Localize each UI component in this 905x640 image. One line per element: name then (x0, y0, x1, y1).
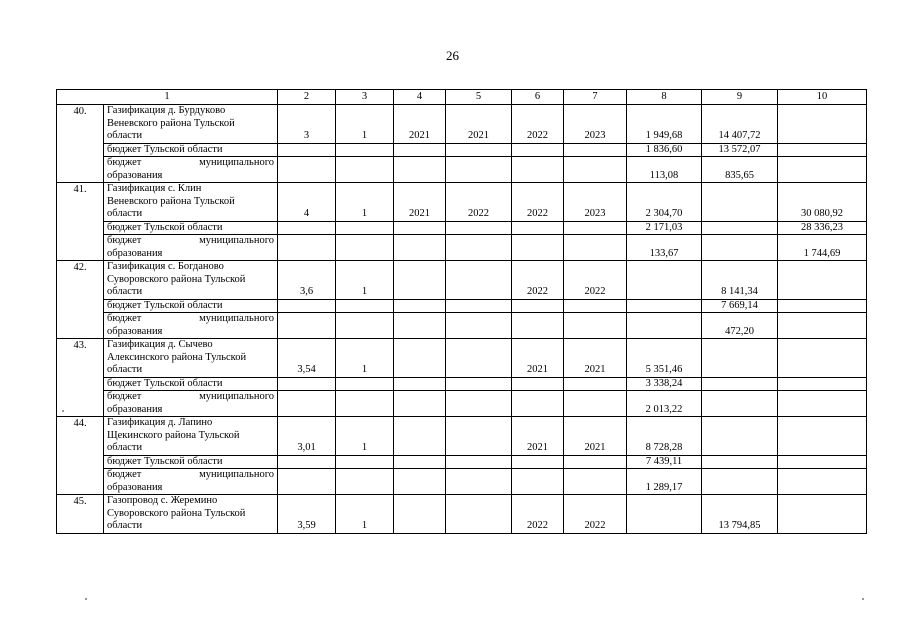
table-cell: 2021 (512, 339, 564, 378)
amount-cell (627, 495, 702, 534)
amount-cell (778, 339, 867, 378)
table-cell (446, 313, 512, 339)
table-cell (336, 221, 394, 235)
table-cell: 1 (336, 495, 394, 534)
table-row (57, 143, 867, 157)
amount-cell: 13 572,07 (702, 143, 778, 157)
amount-cell: 3 338,24 (627, 377, 702, 391)
table-cell (394, 299, 446, 313)
header-cell: 9 (702, 90, 778, 105)
table-cell: 1 (336, 417, 394, 456)
item-name-line: бюджет Тульской области (107, 455, 223, 467)
item-name-cell (104, 143, 278, 157)
amount-cell: 2 304,70 (627, 183, 702, 222)
item-name-cell (104, 105, 278, 144)
table-row (57, 495, 867, 534)
table-cell: 2022 (446, 183, 512, 222)
item-name-line: Суворовского района Тульской (107, 273, 246, 285)
table-cell (564, 455, 627, 469)
amount-cell (778, 455, 867, 469)
table-cell (336, 469, 394, 495)
table-cell: 1 (336, 183, 394, 222)
table-cell: 2022 (564, 495, 627, 534)
table-cell (336, 377, 394, 391)
item-name-line: Газификация д. Бурдуково (107, 105, 226, 116)
table-cell: 1 (336, 339, 394, 378)
table-cell (446, 339, 512, 378)
header-cell: 3 (336, 90, 394, 105)
table-row (57, 235, 867, 261)
table-cell: 2023 (564, 183, 627, 222)
table-cell (564, 469, 627, 495)
table-cell (394, 417, 446, 456)
page-number: 26 (446, 48, 459, 63)
table-cell (512, 143, 564, 157)
item-name-cell (104, 377, 278, 391)
table-row (57, 299, 867, 313)
item-name-line: Газификация д. Лапино (107, 417, 213, 428)
amount-cell (702, 455, 778, 469)
table-cell (564, 157, 627, 183)
table-cell: 3 (278, 105, 336, 144)
table-cell: 2022 (512, 495, 564, 534)
amount-cell (778, 105, 867, 144)
item-name-line: бюджет муниципального (107, 469, 274, 480)
amount-cell (702, 377, 778, 391)
table-cell (336, 313, 394, 339)
amount-cell: 14 407,72 (702, 105, 778, 144)
amount-cell (702, 339, 778, 378)
table-cell (336, 143, 394, 157)
table-cell (564, 299, 627, 313)
table-cell: 2021 (394, 105, 446, 144)
table-cell (564, 391, 627, 417)
amount-cell (778, 299, 867, 313)
amount-cell (778, 143, 867, 157)
table-cell (512, 221, 564, 235)
item-name-line: образования (107, 247, 163, 259)
table-cell: 1 (336, 261, 394, 300)
table-cell (512, 313, 564, 339)
item-name-cell (104, 339, 278, 378)
table-cell (564, 235, 627, 261)
header-cell: 10 (778, 90, 867, 105)
amount-cell (627, 299, 702, 313)
table-cell (278, 143, 336, 157)
item-name-line: Щекинского района Тульской (107, 429, 240, 441)
item-name-line: бюджет муниципального (107, 235, 274, 246)
amount-cell (702, 235, 778, 261)
table-cell: 2022 (512, 261, 564, 300)
amount-cell: 8 728,28 (627, 417, 702, 456)
table-cell: 2021 (394, 183, 446, 222)
item-name-line: Газопровод с. Жеремино (107, 495, 218, 506)
item-name-line: бюджет Тульской области (107, 299, 223, 311)
table-cell (446, 391, 512, 417)
table-cell (564, 377, 627, 391)
amount-cell: 2 171,03 (627, 221, 702, 235)
table-cell (564, 221, 627, 235)
table-cell (446, 417, 512, 456)
table-cell: 2023 (564, 105, 627, 144)
table-cell (278, 313, 336, 339)
header-row (57, 90, 867, 105)
header-cell: 6 (512, 90, 564, 105)
amount-cell (702, 469, 778, 495)
item-name-line: Суворовского района Тульской (107, 507, 246, 519)
table-cell (512, 299, 564, 313)
table-cell: 3,01 (278, 417, 336, 456)
item-name-cell (104, 313, 278, 339)
amount-cell: 1 836,60 (627, 143, 702, 157)
table-cell (336, 455, 394, 469)
item-name-cell (104, 261, 278, 300)
amount-cell (778, 377, 867, 391)
table-cell (394, 261, 446, 300)
table-cell (336, 391, 394, 417)
header-cell: 1 (57, 90, 278, 105)
item-name-line: бюджет муниципального (107, 157, 274, 168)
table-row (57, 313, 867, 339)
table-cell (394, 221, 446, 235)
table-cell (446, 469, 512, 495)
item-name-line: области (107, 520, 143, 531)
item-name-cell (104, 417, 278, 456)
amount-cell: 472,20 (702, 313, 778, 339)
item-name-cell (104, 469, 278, 495)
table-cell (446, 157, 512, 183)
table-row (57, 339, 867, 378)
amount-cell (778, 469, 867, 495)
amount-cell: 113,08 (627, 157, 702, 183)
amount-cell (702, 183, 778, 222)
amount-cell: 7 439,11 (627, 455, 702, 469)
item-number: 44. (57, 417, 104, 495)
amount-cell (627, 261, 702, 300)
item-name-line: бюджет Тульской области (107, 377, 223, 389)
amount-cell: 133,67 (627, 235, 702, 261)
item-name-cell (104, 391, 278, 417)
item-name-line: Газификация д. Сычево (107, 339, 213, 350)
table-cell: 2022 (512, 183, 564, 222)
item-name-line: Веневского района Тульской (107, 117, 235, 129)
item-name-cell (104, 183, 278, 222)
item-name-line: области (107, 442, 143, 453)
item-name-line: образования (107, 169, 163, 181)
amount-cell (778, 495, 867, 534)
table-cell: 1 (336, 105, 394, 144)
table-cell (446, 235, 512, 261)
amount-cell: 7 669,14 (702, 299, 778, 313)
table-cell: 3,6 (278, 261, 336, 300)
amount-cell: 1 949,68 (627, 105, 702, 144)
table-cell (564, 143, 627, 157)
table-cell: 3,59 (278, 495, 336, 534)
item-name-cell (104, 299, 278, 313)
table-cell (394, 235, 446, 261)
amount-cell: 13 794,85 (702, 495, 778, 534)
amount-cell: 5 351,46 (627, 339, 702, 378)
table-cell: 4 (278, 183, 336, 222)
header-cell: 5 (446, 90, 512, 105)
table-cell (564, 313, 627, 339)
item-name-cell (104, 235, 278, 261)
table-cell: 2021 (512, 417, 564, 456)
table-row (57, 261, 867, 300)
scan-speck (862, 598, 864, 600)
amount-cell (627, 313, 702, 339)
amount-cell: 1 289,17 (627, 469, 702, 495)
amount-cell (778, 261, 867, 300)
header-cell: 7 (564, 90, 627, 105)
table-cell: 2022 (512, 105, 564, 144)
item-name-cell (104, 455, 278, 469)
amount-cell (778, 417, 867, 456)
table-row (57, 377, 867, 391)
table-cell (394, 469, 446, 495)
table-cell: 2021 (564, 339, 627, 378)
table-cell (278, 455, 336, 469)
amount-cell: 835,65 (702, 157, 778, 183)
item-name-line: бюджет муниципального (107, 313, 274, 324)
item-number: 43. (57, 339, 104, 417)
scan-speck (62, 410, 64, 412)
item-name-line: образования (107, 325, 163, 337)
amount-cell (778, 391, 867, 417)
item-name-line: области (107, 286, 143, 297)
table-cell (512, 391, 564, 417)
table-cell (446, 261, 512, 300)
table-cell (394, 313, 446, 339)
table-cell (446, 377, 512, 391)
table-row (57, 417, 867, 456)
table-row (57, 183, 867, 222)
amount-cell: 30 080,92 (778, 183, 867, 222)
amount-cell: 28 336,23 (778, 221, 867, 235)
table-cell (394, 377, 446, 391)
item-name-line: образования (107, 403, 163, 415)
table-cell: 2021 (446, 105, 512, 144)
table-cell (394, 157, 446, 183)
item-name-line: области (107, 208, 143, 219)
table-cell (512, 469, 564, 495)
item-name-cell (104, 221, 278, 235)
table-cell (394, 391, 446, 417)
table-cell (278, 157, 336, 183)
amount-cell (702, 391, 778, 417)
item-name-cell (104, 495, 278, 534)
item-name-line: Веневского района Тульской (107, 195, 235, 207)
table-row (57, 391, 867, 417)
table-cell (394, 143, 446, 157)
amount-cell: 1 744,69 (778, 235, 867, 261)
table-cell (446, 221, 512, 235)
table-cell (336, 299, 394, 313)
table-cell (278, 391, 336, 417)
item-name-line: области (107, 130, 143, 141)
table-cell (278, 299, 336, 313)
item-number: 45. (57, 495, 104, 534)
item-name-line: бюджет муниципального (107, 391, 274, 402)
table-body (57, 90, 867, 534)
item-number: 40. (57, 105, 104, 183)
table-cell (394, 495, 446, 534)
amount-cell: 8 141,34 (702, 261, 778, 300)
table-cell (446, 299, 512, 313)
table-row (57, 455, 867, 469)
table-row (57, 157, 867, 183)
item-name-line: области (107, 364, 143, 375)
data-table (56, 89, 867, 534)
table-cell (512, 235, 564, 261)
table-cell: 2021 (564, 417, 627, 456)
table-cell (278, 469, 336, 495)
item-name-line: бюджет Тульской области (107, 143, 223, 155)
table-cell: 2022 (564, 261, 627, 300)
item-name-line: Газификация с. Богданово (107, 261, 224, 272)
amount-cell (778, 313, 867, 339)
table-cell (446, 143, 512, 157)
item-name-line: образования (107, 481, 163, 493)
table-cell (512, 377, 564, 391)
item-number: 41. (57, 183, 104, 261)
amount-cell (702, 221, 778, 235)
table-cell (278, 235, 336, 261)
table-cell (278, 377, 336, 391)
header-cell: 4 (394, 90, 446, 105)
table-row (57, 469, 867, 495)
amount-cell: 2 013,22 (627, 391, 702, 417)
header-cell: 8 (627, 90, 702, 105)
amount-cell (702, 417, 778, 456)
table-cell (336, 157, 394, 183)
item-name-line: бюджет Тульской области (107, 221, 223, 233)
item-name-cell (104, 157, 278, 183)
scan-speck (85, 598, 87, 600)
table-cell: 3,54 (278, 339, 336, 378)
table-cell (394, 339, 446, 378)
item-name-line: Газификация с. Клин (107, 183, 202, 194)
item-name-line: Алексинского района Тульской (107, 351, 247, 363)
table-cell (446, 455, 512, 469)
table-cell (278, 221, 336, 235)
table-row (57, 105, 867, 144)
table-cell (394, 455, 446, 469)
table-cell (336, 235, 394, 261)
header-cell: 2 (278, 90, 336, 105)
table-row (57, 221, 867, 235)
table-cell (446, 495, 512, 534)
amount-cell (778, 157, 867, 183)
table-cell (512, 157, 564, 183)
table-cell (512, 455, 564, 469)
item-number: 42. (57, 261, 104, 339)
